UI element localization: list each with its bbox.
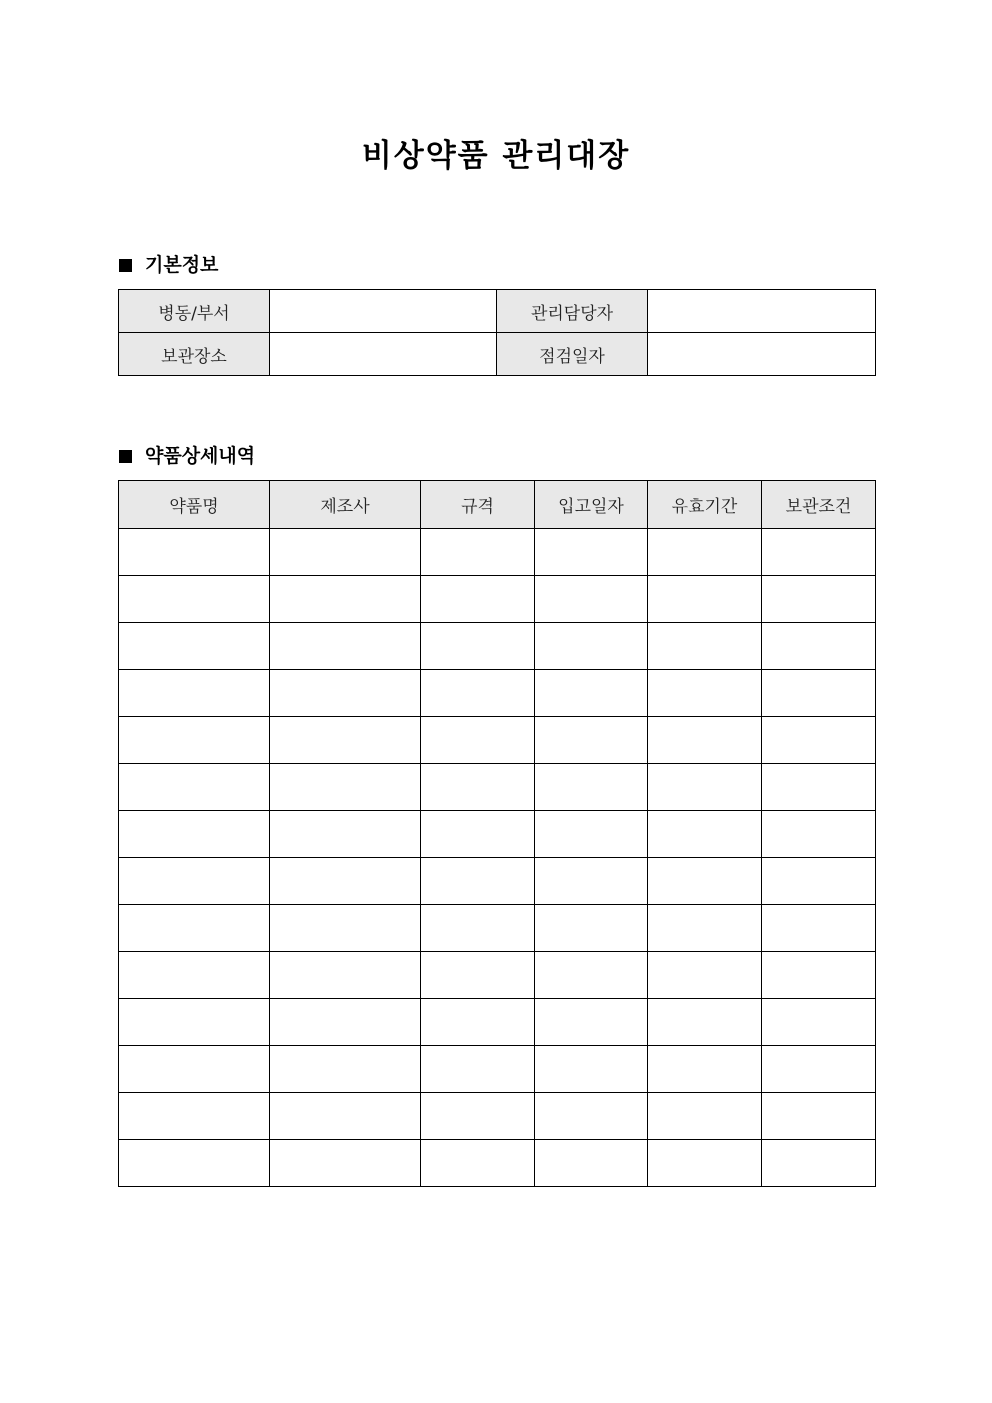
table-row bbox=[119, 623, 876, 670]
table-cell[interactable] bbox=[270, 905, 421, 952]
table-cell[interactable] bbox=[762, 905, 876, 952]
table-cell[interactable] bbox=[421, 905, 535, 952]
table-cell[interactable] bbox=[270, 999, 421, 1046]
table-cell[interactable] bbox=[119, 811, 270, 858]
table-cell[interactable] bbox=[421, 1093, 535, 1140]
table-cell[interactable] bbox=[762, 529, 876, 576]
table-cell[interactable] bbox=[648, 1140, 762, 1187]
table-cell[interactable] bbox=[421, 999, 535, 1046]
table-cell[interactable] bbox=[535, 717, 648, 764]
table-cell[interactable] bbox=[421, 670, 535, 717]
table-cell[interactable] bbox=[535, 764, 648, 811]
table-cell[interactable] bbox=[762, 811, 876, 858]
table-row bbox=[119, 529, 876, 576]
table-cell[interactable] bbox=[535, 529, 648, 576]
table-cell[interactable] bbox=[270, 576, 421, 623]
section-heading-label: 약품상세내역 bbox=[145, 445, 256, 467]
table-row bbox=[119, 764, 876, 811]
table-cell[interactable] bbox=[648, 999, 762, 1046]
table-cell[interactable] bbox=[535, 1093, 648, 1140]
table-cell[interactable] bbox=[421, 1140, 535, 1187]
table-cell[interactable] bbox=[421, 764, 535, 811]
info-label: 점검일자 bbox=[497, 333, 648, 376]
table-cell[interactable] bbox=[421, 576, 535, 623]
table-row bbox=[119, 576, 876, 623]
table-cell[interactable] bbox=[648, 623, 762, 670]
table-row bbox=[119, 670, 876, 717]
table-cell[interactable] bbox=[270, 717, 421, 764]
table-cell[interactable] bbox=[762, 1140, 876, 1187]
table-cell[interactable] bbox=[648, 717, 762, 764]
column-header: 규격 bbox=[421, 481, 535, 529]
info-label: 관리담당자 bbox=[497, 290, 648, 333]
table-row bbox=[119, 952, 876, 999]
table-cell[interactable] bbox=[119, 717, 270, 764]
table-row bbox=[119, 811, 876, 858]
table-cell[interactable] bbox=[119, 670, 270, 717]
table-row bbox=[119, 858, 876, 905]
table-row bbox=[119, 1140, 876, 1187]
table-cell[interactable] bbox=[762, 670, 876, 717]
table-cell[interactable] bbox=[535, 811, 648, 858]
table-cell[interactable] bbox=[535, 1046, 648, 1093]
table-cell[interactable] bbox=[421, 811, 535, 858]
table-cell[interactable] bbox=[762, 576, 876, 623]
table-cell[interactable] bbox=[535, 999, 648, 1046]
square-bullet-icon bbox=[119, 259, 132, 272]
table-cell[interactable] bbox=[762, 764, 876, 811]
table-cell[interactable] bbox=[119, 858, 270, 905]
table-cell[interactable] bbox=[119, 576, 270, 623]
table-cell[interactable] bbox=[421, 623, 535, 670]
info-label: 병동/부서 bbox=[119, 290, 270, 333]
table-cell[interactable] bbox=[762, 1046, 876, 1093]
table-cell[interactable] bbox=[648, 905, 762, 952]
table-cell[interactable] bbox=[270, 623, 421, 670]
section-heading-basic-info bbox=[119, 253, 218, 277]
table-cell[interactable] bbox=[270, 529, 421, 576]
table-cell[interactable] bbox=[119, 1093, 270, 1140]
table-cell[interactable] bbox=[762, 952, 876, 999]
table-cell[interactable] bbox=[762, 858, 876, 905]
column-header: 유효기간 bbox=[648, 481, 762, 529]
document-title: 비상약품 관리대장 bbox=[361, 138, 631, 174]
column-header: 보관조건 bbox=[762, 481, 876, 529]
table-cell[interactable] bbox=[648, 764, 762, 811]
table-cell[interactable] bbox=[762, 1093, 876, 1140]
table-header-row bbox=[119, 481, 876, 529]
table-cell[interactable] bbox=[648, 1093, 762, 1140]
table-cell[interactable] bbox=[421, 858, 535, 905]
table-cell[interactable] bbox=[648, 952, 762, 999]
table-cell[interactable] bbox=[535, 670, 648, 717]
info-value-field[interactable] bbox=[270, 333, 497, 376]
info-value-field[interactable] bbox=[648, 333, 876, 376]
medicine-detail-table bbox=[118, 480, 876, 1187]
table-cell[interactable] bbox=[648, 858, 762, 905]
table-cell[interactable] bbox=[270, 1093, 421, 1140]
basic-info-table bbox=[118, 289, 876, 376]
table-cell[interactable] bbox=[270, 811, 421, 858]
table-cell[interactable] bbox=[119, 905, 270, 952]
table-cell[interactable] bbox=[648, 670, 762, 717]
table-cell[interactable] bbox=[648, 576, 762, 623]
section-heading-label: 기본정보 bbox=[145, 254, 219, 276]
table-cell[interactable] bbox=[762, 717, 876, 764]
info-value-field[interactable] bbox=[270, 290, 497, 333]
table-cell[interactable] bbox=[535, 858, 648, 905]
table-cell[interactable] bbox=[421, 952, 535, 999]
section-heading-medicine-detail bbox=[119, 444, 255, 468]
table-row bbox=[119, 905, 876, 952]
table-row bbox=[119, 1093, 876, 1140]
table-cell[interactable] bbox=[270, 952, 421, 999]
table-cell[interactable] bbox=[421, 1046, 535, 1093]
table-cell[interactable] bbox=[119, 1046, 270, 1093]
table-row bbox=[119, 717, 876, 764]
table-cell[interactable] bbox=[648, 1046, 762, 1093]
info-row bbox=[119, 333, 876, 376]
table-cell[interactable] bbox=[535, 905, 648, 952]
info-row bbox=[119, 290, 876, 333]
table-cell[interactable] bbox=[270, 1046, 421, 1093]
table-cell[interactable] bbox=[762, 623, 876, 670]
table-cell[interactable] bbox=[421, 529, 535, 576]
table-cell[interactable] bbox=[119, 764, 270, 811]
table-cell[interactable] bbox=[535, 623, 648, 670]
table-cell[interactable] bbox=[270, 764, 421, 811]
info-value-field[interactable] bbox=[648, 290, 876, 333]
table-cell[interactable] bbox=[421, 717, 535, 764]
table-cell[interactable] bbox=[648, 811, 762, 858]
table-cell[interactable] bbox=[119, 999, 270, 1046]
table-cell[interactable] bbox=[535, 1140, 648, 1187]
table-cell[interactable] bbox=[270, 670, 421, 717]
table-cell[interactable] bbox=[535, 952, 648, 999]
table-cell[interactable] bbox=[270, 1140, 421, 1187]
table-cell[interactable] bbox=[119, 529, 270, 576]
table-row bbox=[119, 1046, 876, 1093]
table-cell[interactable] bbox=[119, 623, 270, 670]
table-cell[interactable] bbox=[535, 576, 648, 623]
table-cell[interactable] bbox=[119, 952, 270, 999]
info-label: 보관장소 bbox=[119, 333, 270, 376]
column-header: 약품명 bbox=[119, 481, 270, 529]
table-cell[interactable] bbox=[119, 1140, 270, 1187]
table-cell[interactable] bbox=[762, 999, 876, 1046]
column-header: 입고일자 bbox=[535, 481, 648, 529]
table-cell[interactable] bbox=[270, 858, 421, 905]
column-header: 제조사 bbox=[270, 481, 421, 529]
table-row bbox=[119, 999, 876, 1046]
table-cell[interactable] bbox=[648, 529, 762, 576]
square-bullet-icon bbox=[119, 450, 132, 463]
